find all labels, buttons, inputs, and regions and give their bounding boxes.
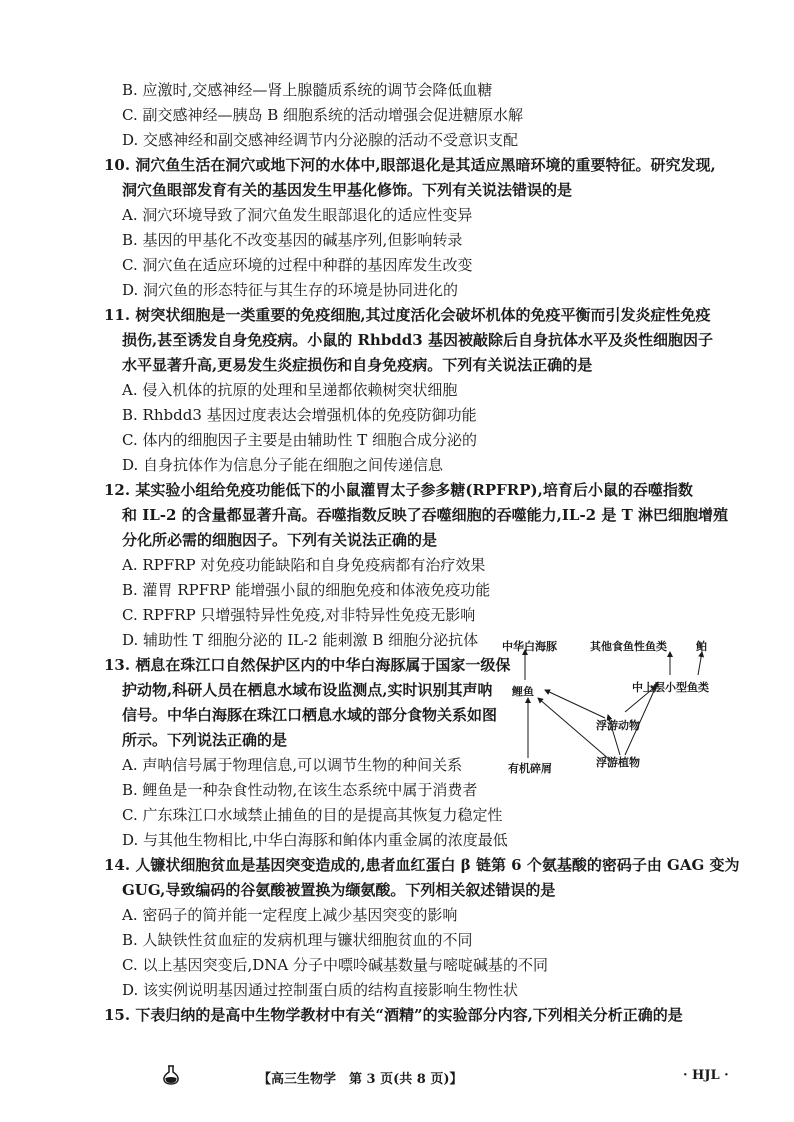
- q9-option-d: D. 交感神经和副交感神经调节内分泌腺的活动不受意识支配: [122, 131, 519, 149]
- q10-option-c: C. 洞穴鱼在适应环境的过程中种群的基因库发生改变: [122, 256, 473, 274]
- q13-option-b: B. 鲤鱼是一种杂食性动物,在该生态系统中属于消费者: [122, 781, 478, 799]
- q11-option-d: D. 自身抗体作为信息分子能在细胞之间传递信息: [122, 456, 444, 474]
- q11-stem-line1: 11. 树突状细胞是一类重要的免疫细胞,其过度活化会破坏机体的免疫平衡而引发炎症性免疫: [104, 306, 711, 324]
- q14-stem-line2: GUG,导致编码的谷氨酸被置换为缬氨酸。下列相关叙述错误的是: [122, 881, 556, 899]
- q13-stem-line1: 13. 栖息在珠江口自然保护区内的中华白海豚属于国家一级保: [104, 656, 511, 674]
- q11-option-b: B. Rhbdd3 基因过度表达会增强机体的免疫防御功能: [122, 406, 477, 424]
- q12-option-b: B. 灌胃 RPFRP 能增强小鼠的细胞免疫和体液免疫功能: [122, 581, 491, 599]
- q13-option-c: C. 广东珠江口水域禁止捕鱼的目的是提高其恢复力稳定性: [122, 806, 503, 824]
- q11-option-a: A. 侵入机体的抗原的处理和呈递都依赖树突状细胞: [122, 381, 458, 399]
- q14-option-c: C. 以上基因突变后,DNA 分子中嘌呤碱基数量与嘧啶碱基的不同: [122, 956, 549, 974]
- q10-stem-line2: 洞穴鱼眼部发育有关的基因发生甲基化修饰。下列有关说法错误的是: [122, 181, 573, 199]
- label-small-pelagic-fish: 中上层小型鱼类: [632, 681, 709, 694]
- q14-option-d: D. 该实例说明基因通过控制蛋白质的结构直接影响生物性状: [122, 981, 519, 999]
- q14-stem-line1: 14. 人镰状细胞贫血是基因突变造成的,患者血红蛋白 β 链第 6 个氨基酸的密码子由 GAG 变为: [104, 856, 740, 874]
- q11-stem-line2: 损伤,甚至诱发自身免疫病。小鼠的 Rhbdd3 基因被敲除后自身抗体水平及炎性细胞因子: [122, 331, 713, 349]
- q13-option-d: D. 与其他生物相比,中华白海豚和鲌体内重金属的浓度最低: [122, 831, 508, 849]
- q12-stem-line1: 12. 某实验小组给免疫功能低下的小鼠灌胃太子参多糖(RPFRP),培育后小鼠的吞噬指数: [104, 481, 693, 499]
- q10-option-b: B. 基因的甲基化不改变基因的碱基序列,但影响转录: [122, 231, 463, 249]
- label-organic-detritus: 有机碎屑: [508, 762, 552, 775]
- q14-option-b: B. 人缺铁性贫血症的发病机理与镰状细胞贫血的不同: [122, 931, 473, 949]
- q10-stem-line1: 10. 洞穴鱼生活在洞穴或地下河的水体中,眼部退化是其适应黑暗环境的重要特征。研究发现,: [104, 156, 716, 174]
- q12-option-d: D. 辅助性 T 细胞分泌的 IL-2 能刺激 B 细胞分泌抗体: [122, 631, 479, 649]
- q10-option-a: A. 洞穴环境导致了洞穴鱼发生眼部退化的适应性变异: [122, 206, 473, 224]
- q13-stem-line2: 护动物,科研人员在栖息水域布设监测点,实时识别其声呐: [122, 681, 493, 699]
- label-carp: 鲤鱼: [512, 685, 534, 698]
- label-other-piscivorous-fish: 其他食鱼性鱼类: [590, 640, 667, 653]
- arrow-zoo-carp: [545, 690, 605, 718]
- footer-code: · HJL ·: [683, 1068, 729, 1083]
- page-footer: 【高三生物学 第 3 页(共 8 页)】: [258, 1072, 463, 1087]
- q13-stem-line3: 信号。中华白海豚在珠江口栖息水域的部分食物关系如图: [122, 706, 498, 724]
- q9-option-b: B. 应激时,交感神经—肾上腺髓质系统的调节会降低血糖: [122, 81, 493, 99]
- q13-option-a: A. 声呐信号属于物理信息,可以调节生物的种间关系: [122, 756, 463, 774]
- q11-option-c: C. 体内的细胞因子主要是由辅助性 T 细胞合成分泌的: [122, 431, 478, 449]
- q10-option-d: D. 洞穴鱼的形态特征与其生存的环境是协同进化的: [122, 281, 459, 299]
- q12-option-c: C. RPFRP 只增强特异性免疫,对非特异性免疫无影响: [122, 606, 476, 624]
- label-phytoplankton: 浮游植物: [596, 756, 640, 769]
- arrow-smallfish-bo: [698, 652, 702, 675]
- label-chinese-white-dolphin: 中华白海豚: [502, 640, 557, 653]
- q12-option-a: A. RPFRP 对免疫功能缺陷和自身免疫病都有治疗效果: [122, 556, 486, 574]
- q12-stem-line3: 分化所必需的细胞因子。下列有关说法正确的是: [122, 531, 438, 549]
- q15-stem-line1: 15. 下表归纳的是高中生物学教材中有关“酒精”的实验部分内容,下列相关分析正确的是: [104, 1006, 683, 1024]
- q14-option-a: A. 密码子的简并能一定程度上减少基因突变的影响: [122, 906, 458, 924]
- food-web-diagram: [500, 630, 730, 780]
- q11-stem-line3: 水平显著升高,更易发生炎症损伤和自身免疫病。下列有关说法正确的是: [122, 356, 593, 374]
- label-bo-fish: 鲌: [696, 640, 707, 653]
- q9-option-c: C. 副交感神经—胰岛 B 细胞系统的活动增强会促进糖原水解: [122, 106, 524, 124]
- label-zooplankton: 浮游动物: [596, 719, 640, 732]
- q12-stem-line2: 和 IL-2 的含量都显著升高。吞噬指数反映了吞噬细胞的吞噬能力,IL-2 是 T 淋巴细胞增殖: [122, 506, 728, 524]
- q13-stem-line4: 所示。下列说法正确的是: [122, 731, 288, 749]
- flask-logo-icon: [160, 1064, 182, 1086]
